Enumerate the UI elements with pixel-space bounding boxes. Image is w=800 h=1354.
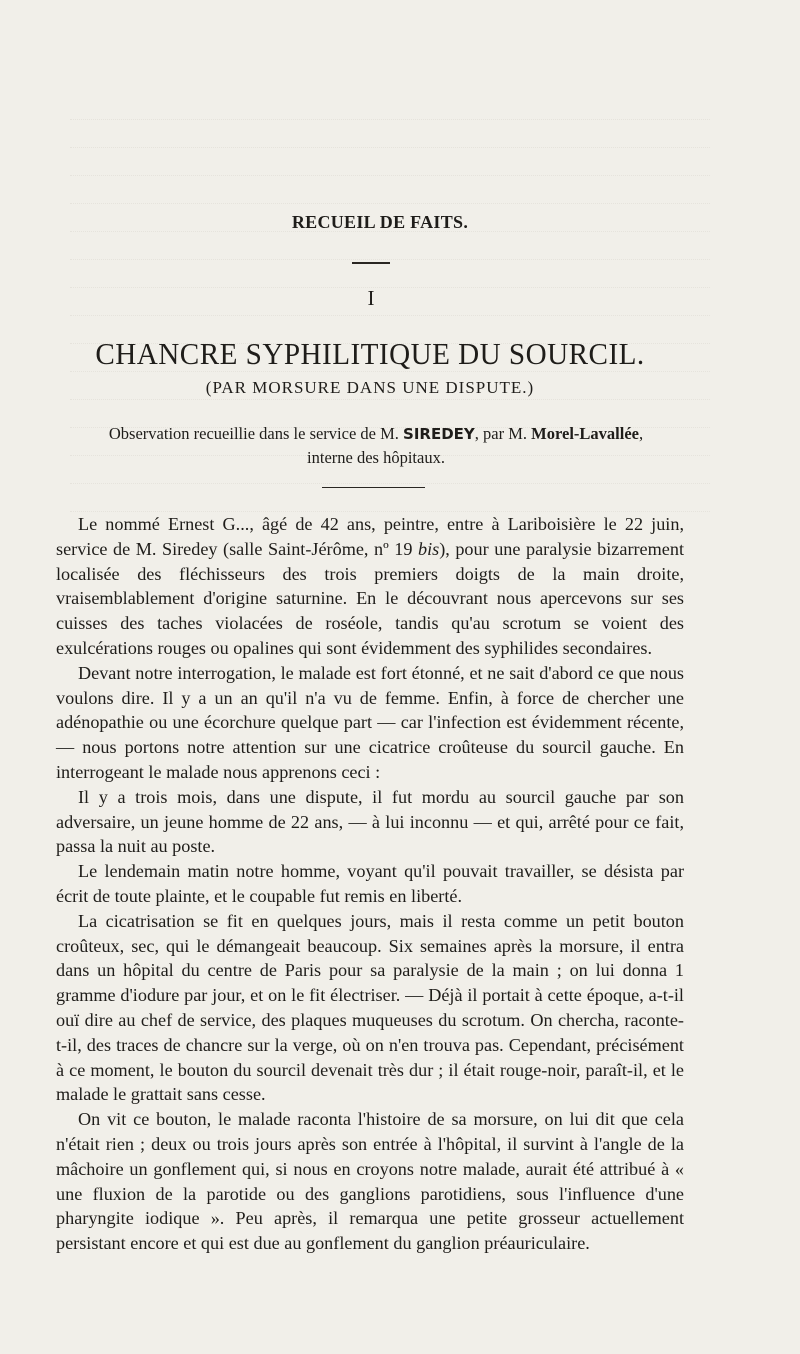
paragraph-1-italic: bis — [417, 538, 440, 559]
observation-suffix: , — [638, 424, 644, 443]
section-divider — [322, 487, 425, 488]
observation-middle: , par M. — [474, 424, 532, 443]
paragraph-3: Il y a trois mois, dans une dispute, il fut mordu au sourcil gauche par son adversaire, un jeune homme de 22 ans, — à lui inconnu — et qui, arrêté pour ce fait, passa la nuit au poste. — [56, 786, 684, 857]
article-title: CHANCRE SYPHILITIQUE DU SOURCIL. — [95, 336, 645, 371]
doctor-name: SIREDEY — [403, 425, 475, 443]
author-name: Morel-Lavallée — [531, 424, 639, 443]
observation-credit — [36, 422, 716, 470]
header-divider — [352, 262, 390, 264]
article-body — [56, 512, 684, 1256]
paragraph-1-text-a: Le nommé Ernest G..., âgé de 42 ans, peintre, entre à Lariboisière le 22 juin, service de M. Siredey (salle Saint-Jérôme, nº 19 — [56, 514, 684, 559]
article-number: I — [367, 286, 375, 310]
paragraph-2: Devant notre interrogation, le malade est fort étonné, et ne sait d'abord ce que nous voulons dire. Il y a un an qu'il n'a vu de femme. Enfin, à force de chercher une adénopathie ou une écorchure quelque part — car l'infection est évidemment récente, — nous portons notre attention sur une cicatrice croûteuse du sourcil gauche. En interrogeant le malade nous apprenons ceci : — [56, 662, 684, 782]
observation-prefix: Observation recueillie dans le service de M. — [108, 424, 404, 443]
section-header: RECUEIL DE FAITS. — [291, 212, 469, 232]
paragraph-1 — [56, 512, 684, 661]
paragraph-4: Le lendemain matin notre homme, voyant qu'il pouvait travailler, se désista par écrit de toute plainte, et le coupable fut remis en liberté. — [56, 861, 684, 906]
paragraph-5: La cicatrisation se fit en quelques jours, mais il resta comme un petit bouton croûteux, sec, qui le démangeait beaucoup. Six semaines après la morsure, il entra dans un hôpital du centre de Paris pour sa paralysie de la main ; on lui donna 1 gramme d'iodure par jour, et on le fit électriser. — Déjà il portait à cette époque, a-t-il ouï dire au chef de service, des plaques muqueuses du scrotum. On chercha, raconte-t-il, des traces de chancre sur la verge, où on n'en trouva pas. Cependant, précisément à ce moment, le bouton du sourcil devenait très dur ; il était rouge-noir, paraît-il, et le malade le grattait sans cesse. — [56, 910, 684, 1105]
observation-line2: interne des hôpitaux. — [307, 448, 445, 467]
article-subtitle: (PAR MORSURE DANS UNE DISPUTE.) — [205, 378, 535, 397]
paragraph-1-text-b: ), pour une paralysie bizarrement localisée des fléchisseurs des trois premiers doigts de la main droite, vraisemblablement d'origine saturnine. En le découvrant nous apercevons sur ses cuisses des taches violacées de roséole, tandis qu'au scrotum se voient des exulcérations rouges ou opalines qui sont évidemment des syphilides secondaires. — [56, 538, 684, 658]
paragraph-6: On vit ce bouton, le malade raconta l'histoire de sa morsure, on lui dit que cela n'était rien ; deux ou trois jours après son entrée à l'hôpital, il survint à l'angle de la mâchoire un gonflement qui, si nous en croyons notre malade, aurait été attribué à « une fluxion de la parotide ou des ganglions parotidiens, sous l'influence d'une pharyngite iodique ». Peu après, il remarqua une petite grosseur actuellement persistant encore et qui est due au gonflement du ganglion préauriculaire. — [56, 1109, 684, 1254]
